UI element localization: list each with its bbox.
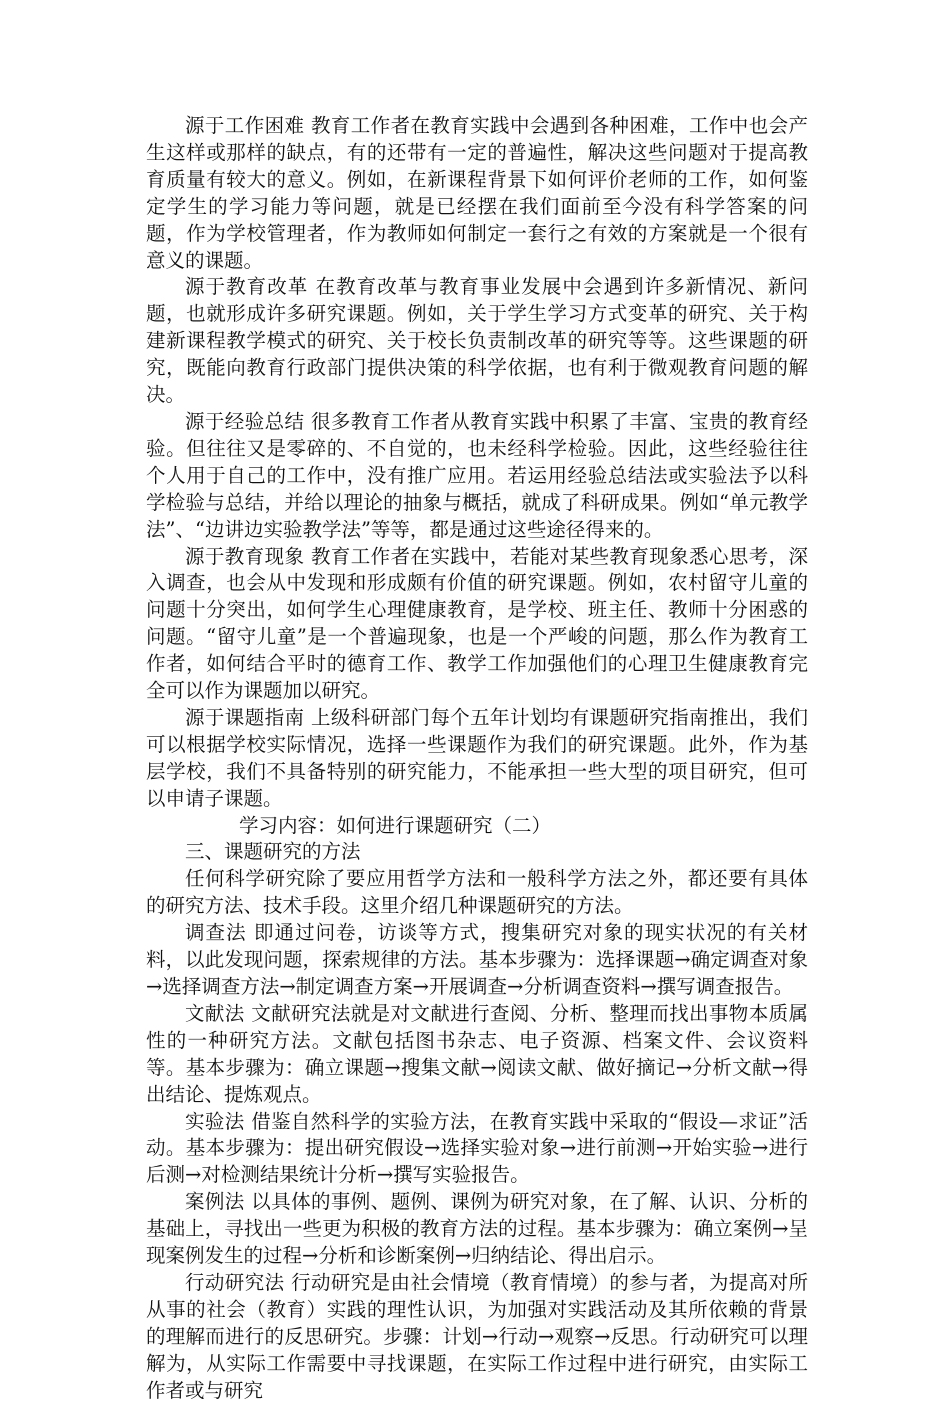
paragraph-education-phenomenon bbox=[146, 544, 808, 705]
term-topic-guide: 源于课题指南 bbox=[185, 705, 305, 729]
term-survey-method: 调查法 bbox=[185, 921, 247, 945]
text-experience-summary: 很多教育工作者从教育实践中积累了丰富、宝贵的教育经验。但往往又是零碎的、不自觉的，也未经科学检验。因此，这些经验往往个人用于自己的工作中，没有推广应用。若运用经验总结法或实验法予以科学检验与总结，并给以理论的抽象与概括，就成了科研成果。例如“单元教学法”、“边讲边实验教学法”等等，都是通过这些途径得来的。 bbox=[146, 409, 808, 541]
paragraph-experience-summary bbox=[146, 409, 808, 544]
text-work-difficulty: 教育工作者在教育实践中会遇到各种困难，工作中也会产生这样或那样的缺点，有的还带有一定的普遍性，解决这些问题对于提高教育质量有较大的意义。例如，在新课程背景下如何评价老师的工作，如何鉴定学生的学习能力等问题，就是已经摆在我们面前至今没有科学答案的问题，作为学校管理者，作为教师如何制定一套行之有效的方案就是一个很有意义的课题。 bbox=[146, 114, 808, 272]
term-education-reform: 源于教育改革 bbox=[185, 275, 309, 299]
text-education-reform: 在教育改革与教育事业发展中会遇到许多新情况、新问题，也就形成许多研究课题。例如，关于学生学习方式变革的研究、关于构建新课程教学模式的研究、关于校长负责制改革的研究等等。这些课题的研究，既能向教育行政部门提供决策的科学依据，也有利于微观教育问题的解决。 bbox=[146, 275, 808, 407]
text-literature-method: 文献研究法就是对文献进行查阅、分析、整理而找出事物本质属性的一种研究方法。文献包括图书杂志、电子资源、档案文件、会议资料等。基本步骤为：确立课题→搜集文献→阅读文献、做好摘记→分析文献→得出结论、提炼观点。 bbox=[146, 1001, 808, 1106]
term-case-method: 案例法 bbox=[185, 1190, 245, 1214]
text-survey-method: 即通过问卷，访谈等方式，搜集研究对象的现实状况的有关材料，以此发现问题，探索规律的方法。基本步骤为：选择课题→确定调查对象→选择调查方法→制定调查方案→开展调查→分析调查资料→撰写调查报告。 bbox=[146, 921, 808, 998]
paragraph-education-reform bbox=[146, 274, 808, 409]
study-heading: 学习内容：如何进行课题研究（二） bbox=[239, 813, 552, 837]
paragraph-methods-intro: 任何科学研究除了要应用哲学方法和一般科学方法之外，都还要有具体的研究方法、技术手段。这里介绍几种课题研究的方法。 bbox=[146, 867, 808, 918]
text-action-research-method: 行动研究是由社会情境（教育情境）的参与者，为提高对所从事的社会（教育）实践的理性认识，为加强对实践活动及其所依赖的背景的理解而进行的反思研究。步骤：计划→行动→观察→反思。行动研究可以理解为，从实际工作需要中寻找课题，在实际工作过程中进行研究，由实际工作者或与研究 bbox=[146, 1270, 808, 1402]
paragraph-topic-guide bbox=[146, 705, 808, 813]
paragraph-literature-method bbox=[146, 1001, 808, 1109]
paragraph-experiment-method bbox=[146, 1109, 808, 1190]
text-topic-guide: 上级科研部门每个五年计划均有课题研究指南推出，我们可以根据学校实际情况，选择一些课题作为我们的研究课题。此外，作为基层学校，我们不具备特别的研究能力，不能承担一些大型的项目研究，但可以申请子课题。 bbox=[146, 705, 808, 810]
term-experiment-method: 实验法 bbox=[185, 1109, 245, 1133]
paragraph-work-difficulty bbox=[146, 113, 808, 274]
term-education-phenomenon: 源于教育现象 bbox=[185, 544, 305, 568]
term-work-difficulty: 源于工作困难 bbox=[185, 114, 305, 137]
term-action-research-method: 行动研究法 bbox=[185, 1270, 285, 1294]
section-title: 三、课题研究的方法 bbox=[185, 840, 361, 864]
paragraph-case-method bbox=[146, 1189, 808, 1270]
text-experiment-method: 借鉴自然科学的实验方法，在教育实践中采取的“假设—求证”活动。基本步骤为：提出研究假设→选择实验对象→进行前测→开始实验→进行后测→对检测结果统计分析→撰写实验报告。 bbox=[146, 1109, 808, 1187]
paragraph-survey-method bbox=[146, 920, 808, 1001]
term-literature-method: 文献法 bbox=[185, 1001, 245, 1025]
text-education-phenomenon: 教育工作者在实践中，若能对某些教育现象悉心思考，深入调查，也会从中发现和形成颇有价值的研究课题。例如，农村留守儿童的问题十分突出，如何学生心理健康教育，是学校、班主任、教师十分困惑的问题。“留守儿童”是一个普遍现象，也是一个严峻的问题，那么作为教育工作者，如何结合平时的德育工作、教学工作加强他们的心理卫生健康教育完全可以作为课题加以研究。 bbox=[146, 544, 808, 703]
document-page bbox=[146, 113, 808, 1405]
paragraph-action-research-method bbox=[146, 1270, 808, 1405]
term-experience-summary: 源于经验总结 bbox=[185, 409, 305, 433]
text-case-method: 以具体的事例、题例、课例为研究对象，在了解、认识、分析的基础上，寻找出一些更为积极的教育方法的过程。基本步骤为：确立案例→呈现案例发生的过程→分析和诊断案例→归纳结论、得出启示。 bbox=[146, 1190, 808, 1268]
